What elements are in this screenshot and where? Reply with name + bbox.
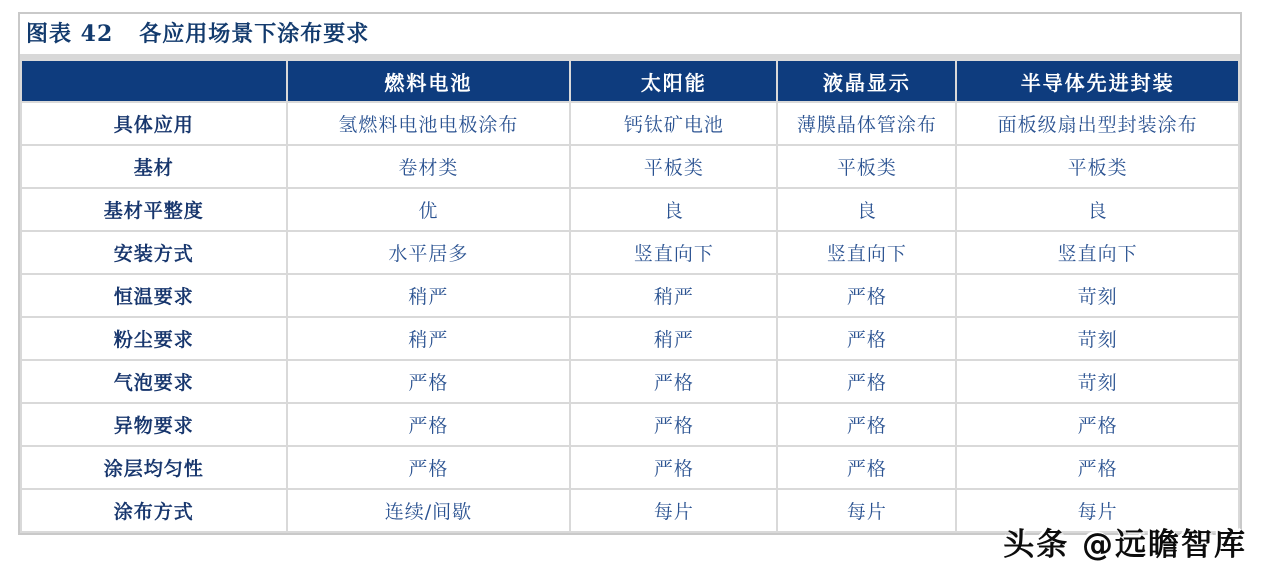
table-cell: 苛刻 xyxy=(956,317,1239,360)
row-label: 基材平整度 xyxy=(21,188,287,231)
table-cell: 每片 xyxy=(570,489,777,532)
table-cell: 稍严 xyxy=(287,274,571,317)
table-cell: 竖直向下 xyxy=(570,231,777,274)
row-label: 基材 xyxy=(21,145,287,188)
table-cell: 严格 xyxy=(956,403,1239,446)
table-row xyxy=(21,403,1239,446)
table-row xyxy=(21,274,1239,317)
table-row xyxy=(21,317,1239,360)
table-cell: 严格 xyxy=(777,360,956,403)
watermark: 头条 @远瞻智库 xyxy=(1003,527,1247,563)
table-cell: 竖直向下 xyxy=(956,231,1239,274)
row-label: 安装方式 xyxy=(21,231,287,274)
table-cell: 严格 xyxy=(777,403,956,446)
table-cell: 苛刻 xyxy=(956,360,1239,403)
table-cell: 严格 xyxy=(570,360,777,403)
table-cell: 氢燃料电池电极涂布 xyxy=(287,102,571,145)
table-cell: 卷材类 xyxy=(287,145,571,188)
row-label: 粉尘要求 xyxy=(21,317,287,360)
table-cell: 严格 xyxy=(287,403,571,446)
table-row xyxy=(21,446,1239,489)
table-cell: 平板类 xyxy=(570,145,777,188)
table-cell: 严格 xyxy=(287,360,571,403)
table-cell: 优 xyxy=(287,188,571,231)
table-cell: 水平居多 xyxy=(287,231,571,274)
column-header-semiconductor: 半导体先进封装 xyxy=(956,60,1239,102)
table-row xyxy=(21,102,1239,145)
table-row xyxy=(21,188,1239,231)
table-cell: 稍严 xyxy=(570,274,777,317)
table-cell: 稍严 xyxy=(570,317,777,360)
figure-title: 图表 42 各应用场景下涂布要求 xyxy=(20,14,1240,54)
table-cell: 薄膜晶体管涂布 xyxy=(777,102,956,145)
table-cell: 良 xyxy=(956,188,1239,231)
column-header-fuel-cell: 燃料电池 xyxy=(287,60,571,102)
table-cell: 连续/间歇 xyxy=(287,489,571,532)
table-row xyxy=(21,231,1239,274)
row-label: 异物要求 xyxy=(21,403,287,446)
table-cell: 严格 xyxy=(287,446,571,489)
table-row xyxy=(21,360,1239,403)
table-cell: 良 xyxy=(777,188,956,231)
row-label: 具体应用 xyxy=(21,102,287,145)
table-cell: 严格 xyxy=(777,446,956,489)
table-cell: 良 xyxy=(570,188,777,231)
table-cell: 面板级扇出型封装涂布 xyxy=(956,102,1239,145)
table-cell: 平板类 xyxy=(777,145,956,188)
column-header-lcd: 液晶显示 xyxy=(777,60,956,102)
table-cell: 严格 xyxy=(570,446,777,489)
figure-block xyxy=(18,12,1242,535)
row-label: 涂布方式 xyxy=(21,489,287,532)
table-cell: 平板类 xyxy=(956,145,1239,188)
row-label: 气泡要求 xyxy=(21,360,287,403)
corner-cell xyxy=(21,60,287,102)
row-label: 涂层均匀性 xyxy=(21,446,287,489)
table-cell: 稍严 xyxy=(287,317,571,360)
table-cell: 严格 xyxy=(777,274,956,317)
table-cell: 严格 xyxy=(777,317,956,360)
table-cell: 每片 xyxy=(956,489,1239,532)
table-cell: 严格 xyxy=(956,446,1239,489)
table-cell: 严格 xyxy=(570,403,777,446)
row-label: 恒温要求 xyxy=(21,274,287,317)
table-cell: 钙钛矿电池 xyxy=(570,102,777,145)
table-cell: 竖直向下 xyxy=(777,231,956,274)
coating-requirements-table xyxy=(20,59,1240,533)
column-header-solar: 太阳能 xyxy=(570,60,777,102)
table-cell: 每片 xyxy=(777,489,956,532)
header-row xyxy=(21,60,1239,102)
table-cell: 苛刻 xyxy=(956,274,1239,317)
table-row xyxy=(21,145,1239,188)
